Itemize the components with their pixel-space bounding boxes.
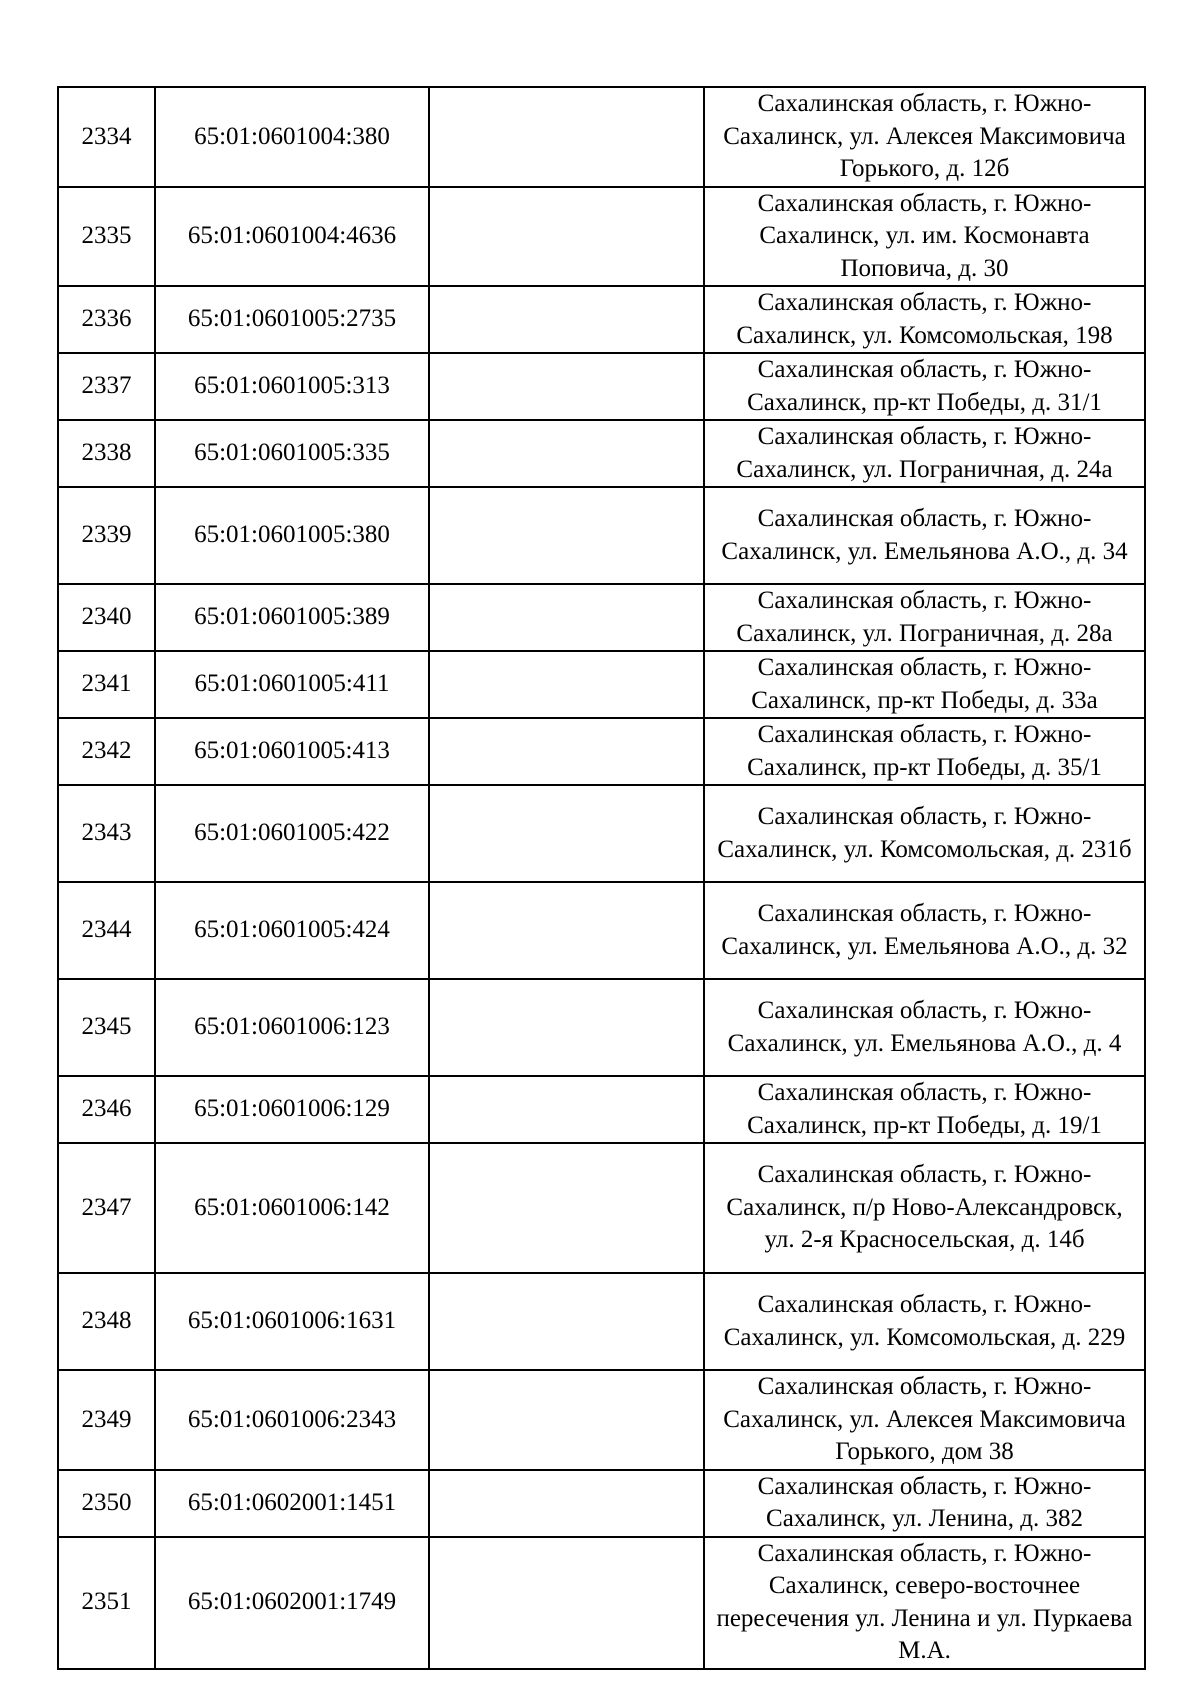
table-row xyxy=(58,187,1145,287)
cadastral-number-cell: 65:01:0601004:4636 xyxy=(155,187,429,287)
row-number-cell: 2346 xyxy=(58,1076,155,1143)
empty-cell xyxy=(429,420,704,487)
cadastral-number-cell: 65:01:0601006:142 xyxy=(155,1143,429,1273)
address-cell: Сахалинская область, г. Южно-Сахалинск, ул. Пограничная, д. 28а xyxy=(704,584,1145,651)
address-cell: Сахалинская область, г. Южно-Сахалинск, северо-восточнее пересечения ул. Ленина и ул. Пуркаева М.А. xyxy=(704,1537,1145,1669)
cadastral-number-cell: 65:01:0601006:129 xyxy=(155,1076,429,1143)
address-cell: Сахалинская область, г. Южно-Сахалинск, пр-кт Победы, д. 19/1 xyxy=(704,1076,1145,1143)
empty-cell xyxy=(429,1470,704,1537)
table-row xyxy=(58,487,1145,584)
empty-cell xyxy=(429,584,704,651)
table-row xyxy=(58,651,1145,718)
cadastral-number-cell: 65:01:0602001:1451 xyxy=(155,1470,429,1537)
table-row xyxy=(58,1076,1145,1143)
table-row xyxy=(58,882,1145,979)
empty-cell xyxy=(429,1370,704,1470)
cadastral-number-cell: 65:01:0601005:422 xyxy=(155,785,429,882)
address-cell: Сахалинская область, г. Южно-Сахалинск, ул. Комсомольская, д. 229 xyxy=(704,1273,1145,1370)
row-number-cell: 2344 xyxy=(58,882,155,979)
cadastral-number-cell: 65:01:0602001:1749 xyxy=(155,1537,429,1669)
empty-cell xyxy=(429,1273,704,1370)
table-row xyxy=(58,1273,1145,1370)
address-cell: Сахалинская область, г. Южно-Сахалинск, ул. им. Космонавта Поповича, д. 30 xyxy=(704,187,1145,287)
table-row xyxy=(58,353,1145,420)
address-cell: Сахалинская область, г. Южно-Сахалинск, ул. Емельянова А.О., д. 32 xyxy=(704,882,1145,979)
empty-cell xyxy=(429,979,704,1076)
cadastral-number-cell: 65:01:0601005:389 xyxy=(155,584,429,651)
empty-cell xyxy=(429,1143,704,1273)
cadastral-number-cell: 65:01:0601005:335 xyxy=(155,420,429,487)
table-row xyxy=(58,87,1145,187)
cadastral-number-cell: 65:01:0601005:413 xyxy=(155,718,429,785)
table-row xyxy=(58,1537,1145,1669)
address-cell: Сахалинская область, г. Южно-Сахалинск, ул. Емельянова А.О., д. 4 xyxy=(704,979,1145,1076)
cadastral-number-cell: 65:01:0601005:411 xyxy=(155,651,429,718)
table-row xyxy=(58,718,1145,785)
row-number-cell: 2336 xyxy=(58,286,155,353)
row-number-cell: 2350 xyxy=(58,1470,155,1537)
empty-cell xyxy=(429,187,704,287)
address-cell: Сахалинская область, г. Южно-Сахалинск, ул. Алексея Максимовича Горького, дом 38 xyxy=(704,1370,1145,1470)
row-number-cell: 2339 xyxy=(58,487,155,584)
row-number-cell: 2347 xyxy=(58,1143,155,1273)
row-number-cell: 2348 xyxy=(58,1273,155,1370)
table-row xyxy=(58,286,1145,353)
table-row xyxy=(58,584,1145,651)
address-cell: Сахалинская область, г. Южно-Сахалинск, ул. Комсомольская, д. 231б xyxy=(704,785,1145,882)
table-row xyxy=(58,979,1145,1076)
cadastral-number-cell: 65:01:0601004:380 xyxy=(155,87,429,187)
address-cell: Сахалинская область, г. Южно-Сахалинск, пр-кт Победы, д. 33а xyxy=(704,651,1145,718)
empty-cell xyxy=(429,718,704,785)
row-number-cell: 2335 xyxy=(58,187,155,287)
table-row xyxy=(58,1470,1145,1537)
row-number-cell: 2349 xyxy=(58,1370,155,1470)
row-number-cell: 2343 xyxy=(58,785,155,882)
table-row xyxy=(58,1143,1145,1273)
empty-cell xyxy=(429,286,704,353)
row-number-cell: 2334 xyxy=(58,87,155,187)
address-cell: Сахалинская область, г. Южно-Сахалинск, ул. Комсомольская, 198 xyxy=(704,286,1145,353)
cadastral-number-cell: 65:01:0601006:2343 xyxy=(155,1370,429,1470)
land-plots-table xyxy=(57,86,1146,1670)
empty-cell xyxy=(429,487,704,584)
empty-cell xyxy=(429,353,704,420)
empty-cell xyxy=(429,1076,704,1143)
row-number-cell: 2337 xyxy=(58,353,155,420)
row-number-cell: 2345 xyxy=(58,979,155,1076)
cadastral-number-cell: 65:01:0601005:424 xyxy=(155,882,429,979)
row-number-cell: 2341 xyxy=(58,651,155,718)
address-cell: Сахалинская область, г. Южно-Сахалинск, пр-кт Победы, д. 31/1 xyxy=(704,353,1145,420)
table-row xyxy=(58,785,1145,882)
address-cell: Сахалинская область, г. Южно-Сахалинск, пр-кт Победы, д. 35/1 xyxy=(704,718,1145,785)
address-cell: Сахалинская область, г. Южно-Сахалинск, ул. Алексея Максимовича Горького, д. 12б xyxy=(704,87,1145,187)
empty-cell xyxy=(429,87,704,187)
address-cell: Сахалинская область, г. Южно-Сахалинск, ул. Пограничная, д. 24а xyxy=(704,420,1145,487)
cadastral-number-cell: 65:01:0601005:380 xyxy=(155,487,429,584)
row-number-cell: 2340 xyxy=(58,584,155,651)
row-number-cell: 2342 xyxy=(58,718,155,785)
empty-cell xyxy=(429,1537,704,1669)
table-body xyxy=(58,87,1145,1669)
table-row xyxy=(58,1370,1145,1470)
cadastral-number-cell: 65:01:0601006:1631 xyxy=(155,1273,429,1370)
cadastral-number-cell: 65:01:0601005:313 xyxy=(155,353,429,420)
empty-cell xyxy=(429,882,704,979)
address-cell: Сахалинская область, г. Южно-Сахалинск, ул. Ленина, д. 382 xyxy=(704,1470,1145,1537)
address-cell: Сахалинская область, г. Южно-Сахалинск, п/р Ново-Александровск, ул. 2-я Красносельская, д. 14б xyxy=(704,1143,1145,1273)
cadastral-number-cell: 65:01:0601005:2735 xyxy=(155,286,429,353)
address-cell: Сахалинская область, г. Южно-Сахалинск, ул. Емельянова А.О., д. 34 xyxy=(704,487,1145,584)
empty-cell xyxy=(429,651,704,718)
table-row xyxy=(58,420,1145,487)
cadastral-number-cell: 65:01:0601006:123 xyxy=(155,979,429,1076)
empty-cell xyxy=(429,785,704,882)
row-number-cell: 2338 xyxy=(58,420,155,487)
row-number-cell: 2351 xyxy=(58,1537,155,1669)
